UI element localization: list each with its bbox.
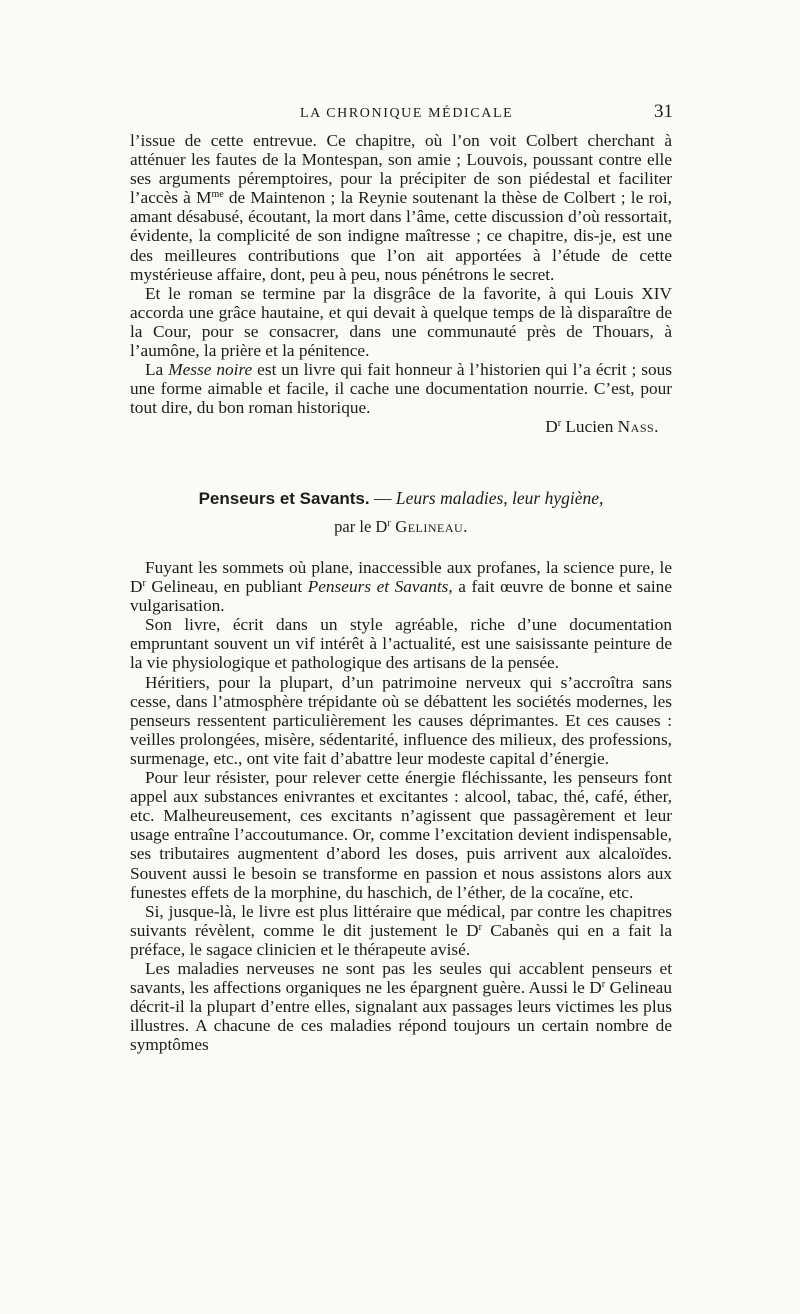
paragraph: Les maladies nerveuses ne sont pas les seules qui accablent penseurs et savants, les affections organiques ne les épargnent guère. Aussi le $D^r$ Gelineau décrit-il la plupart d’entre elles, signalant aux passages leurs victimes les plus illustres. A chacune de ces maladies répond toujours un certain nombre de symptômes <box>130 958 672 1055</box>
section-subtitle: Leurs maladies, leur hygiène, <box>395 488 604 508</box>
paragraph: Héritiers, pour la plupart, d’un patrimoine nerveux qui s’accroîtra sans cesse, dans l’atmosphère trépidante où se débattent les sociétés modernes, les penseurs ressentent particulièrement les causes déprimantes. Et ces causes : veilles prolongées, misère, sédentarité, influence des milieux, des professions, surmenage, etc., ont vite fait d’abattre leur modeste capital d’énergie. <box>130 672 672 768</box>
section-title: Penseurs et Savants. <box>198 489 370 508</box>
book-title: Penseurs et Savants <box>307 577 449 597</box>
review-penseurs-savants <box>130 558 672 1054</box>
author-signature: $D^r$ Lucien Nass. <box>545 417 659 437</box>
paragraph: Pour leur résister, pour relever cette énergie fléchissante, les penseurs font appel aux substances enivrantes et excitantes : alcool, tabac, thé, café, éther, etc. Malheureusement, ces excitants n’agissent que passagèrement et leur usage entraîne l’accoutumance. Or, comme l’excitation devient indispensable, ses tributaires augmentent d’abord les doses, puis arrivent aux alcaloïdes. Souvent aussi le besoin se transforme en passion et nous assistons alors aux funestes effets de la morphine, du haschich, de l’éther, de la cocaïne, etc. <box>130 768 672 902</box>
section-byline: par le $D^r$ Gelineau. <box>334 517 468 536</box>
page-number: 31 <box>654 101 673 122</box>
paragraph: La Messe noire est un livre qui fait honneur à l’historien qui l’a écrit ; sous une forme aimable et facile, il cache une documentation nourrie. C’est, pour tout dire, du bon roman historique. <box>130 360 672 418</box>
book-title: Messe noire <box>168 360 253 380</box>
paragraph: Fuyant les sommets où plane, inaccessible aux profanes, la science pure, le $D^r$ Gelineau, en publiant Penseurs et Savants, a fait œuvre de bonne et saine vulgarisation. <box>130 558 672 616</box>
review-messe-noire <box>130 131 672 437</box>
paragraph: Son livre, écrit dans un style agréable, riche d’une documentation empruntant souvent un vif intérêt à l’actualité, est une saisissante peinture de la vie physiologique et pathologique des artisans de la pensée. <box>130 615 672 673</box>
paragraph: l’issue de cette entrevue. Ce chapitre, où l’on voit Colbert cherchant à atténuer les fautes de la Montespan, son amie ; Louvois, poussant contre elle ses arguments péremptoires, pour la précipiter de son piédestal et faciliter l’accès à $M^{me}$ de Maintenon ; la Reynie soutenant la thèse de Colbert ; le roi, amant désabusé, écoutant, la mort dans l’âme, cette discussion d’où ressortait, évidente, la complicité de son indigne maîtresse ; ce chapitre, dis-je, est une des meilleures contributions que l’on ait apportées à l’étude de cette mystérieuse affaire, dont, peu à peu, nous pénétrons le secret. <box>130 131 673 284</box>
paragraph: Si, jusque-là, le livre est plus littéraire que médical, par contre les chapitres suivants révèlent, comme le dit justement le $D^r$ Cabanès qui en a fait la préface, le sagace clinicien et le thérapeute avisé. <box>130 901 672 959</box>
section-heading: Penseurs et Savants. — Leurs maladies, leur hygiène, <box>198 488 604 508</box>
running-header: LA CHRONIQUE MÉDICALE <box>300 106 514 121</box>
paragraph: Et le roman se termine par la disgrâce de la favorite, à qui Louis XIV accorda une grâce hautaine, et qui devait à quelque temps de là disparaître de la Cour, pour se consacrer, dans une communauté près de Thouars, à l’aumône, la prière et la pénitence. <box>130 283 672 361</box>
